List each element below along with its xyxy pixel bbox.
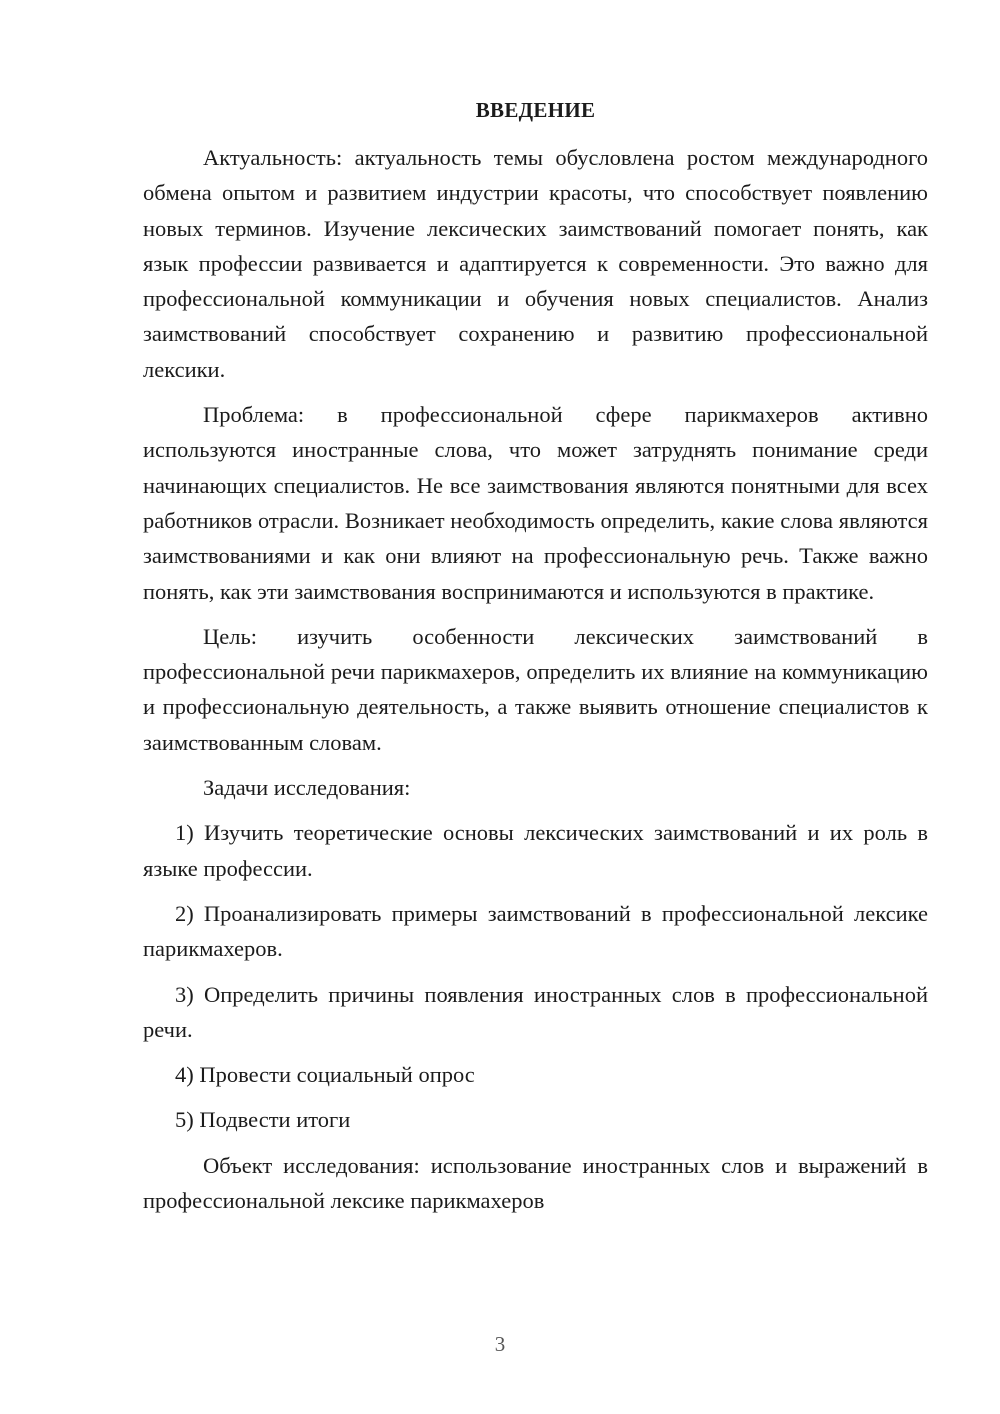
task-item-4: 4) Провести социальный опрос <box>175 1062 475 1088</box>
paragraph-goal: Цель: изучить особенности лексических заимствований в профессиональной речи парикмахеров, определить их влияние на коммуникацию и профессиональную деятельность, а также выявить отношение специалистов к заимствованным словам. <box>143 623 928 755</box>
paragraph-problem: Проблема: в профессиональной сфере парикмахеров активно используются иностранные слова, что может затруднять понимание среди начинающих специалистов. Не все заимствования являются понятными для всех работников отрасли. Возникает необходимость определить, какие слова являются заимствованиями и как они влияют на профессиональную речь. Также важно понять, как эти заимствования воспринимаются и используются в практике. <box>143 402 928 604</box>
paragraph-object: Объект исследования: использование иностранных слов и выражений в профессиональной лексике парикмахеров <box>143 1152 928 1214</box>
page-number: 3 <box>494 1332 506 1356</box>
page-title: ВВЕДЕНИЕ <box>475 98 596 122</box>
task-list <box>143 815 928 1137</box>
task-item-3: 3) Определить причины появления иностранных слов в профессиональной речи. <box>143 981 928 1042</box>
task-item-2: 2) Проанализировать примеры заимствований в профессиональной лексике парикмахеров. <box>143 900 928 962</box>
paragraph-relevance: Актуальность: актуальность темы обусловлена ростом международного обмена опытом и развитием индустрии красоты, что способствует появлению новых терминов. Изучение лексических заимствований помогает понять, как язык профессии развивается и адаптируется к современности. Это важно для профессиональной коммуникации и обучения новых специалистов. Анализ заимствований способствует сохранению и развитию профессиональной лексики. <box>143 145 928 382</box>
document-page <box>143 93 928 1218</box>
task-item-5: 5) Подвести итоги <box>175 1107 351 1133</box>
task-item-1: 1) Изучить теоретические основы лексических заимствований и их роль в языке профессии. <box>143 820 928 881</box>
tasks-heading: Задачи исследования: <box>203 775 411 801</box>
